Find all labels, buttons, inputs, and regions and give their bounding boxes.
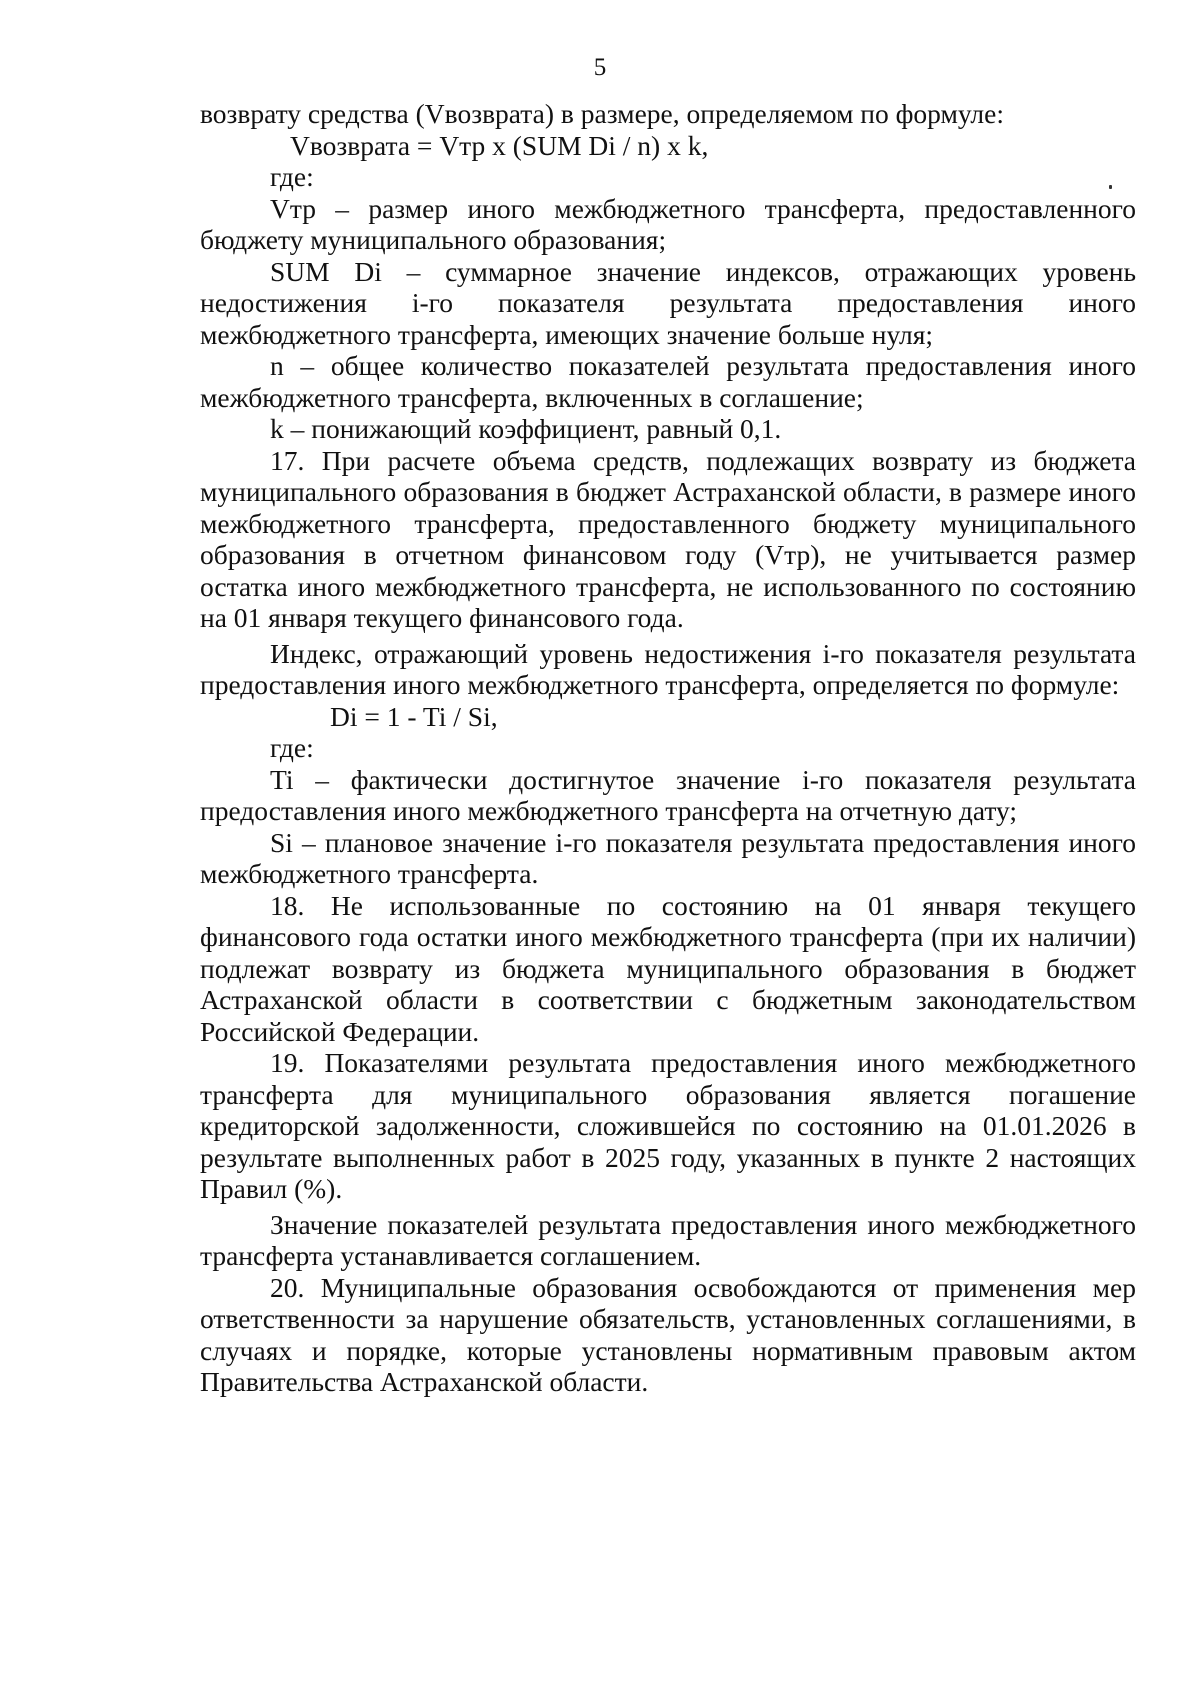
definition-n: n – общее количество показателей результата предоставления иного межбюджетного трансферта, включенных в соглашение; xyxy=(200,350,1136,413)
clause-17: 17. При расчете объема средств, подлежащих возврату из бюджета муниципального образования в бюджет Астраханской области, в размере иного межбюджетного трансферта, предоставленного бюджету муниципального образования в отчетном финансовом году (Vтр), не учитывается размер остатка иного межбюджетного трансферта, не использованного по состоянию на 01 января текущего финансового года. xyxy=(200,444,1136,633)
clause-19: 19. Показателями результата предоставления иного межбюджетного трансферта для муниципального образования является погашение кредиторской задолженности, сложившейся по состоянию на 01.01.2026 в результате выполненных работ в 2025 году, указанных в пункте 2 настоящих Правил (%). xyxy=(200,1047,1136,1204)
definition-vtr: Vтр – размер иного межбюджетного трансферта, предоставленного бюджету муниципального образования; xyxy=(200,192,1136,255)
where-label-1: где: xyxy=(270,161,314,192)
clause-18: 18. Не использованные по состоянию на 01 января текущего финансового года остатки иного межбюджетного трансферта (при их наличии) подлежат возврату из бюджета муниципального образования в бюджет Астраханской области в соответствии с бюджетным законодательством Российской Федерации. xyxy=(200,889,1136,1047)
formula-index: Di = 1 - Ti / Si, xyxy=(330,700,498,732)
document-body xyxy=(200,98,1136,1398)
definition-ti: Ti – фактически достигнутое значение i-го показателя результата предоставления иного межбюджетного трансферта на отчетную дату; xyxy=(200,763,1136,826)
definition-sum-di: SUM Di – суммарное значение индексов, отражающих уровень недостижения i-го показателя результата предоставления иного межбюджетного трансферта, имеющих значение больше нуля; xyxy=(200,255,1136,350)
clause-20: 20. Муниципальные образования освобождаются от применения мер ответственности за нарушение обязательств, установленных соглашениями, в случаях и порядке, которые установлены нормативным правовым актом Правительства Астраханской области. xyxy=(200,1271,1136,1397)
definition-si: Si – плановое значение i-го показателя результата предоставления иного межбюджетного трансферта. xyxy=(200,826,1136,889)
formula-refund: Vвозврата = Vтр x (SUM Di / n) x k, xyxy=(290,129,709,161)
clause-19-value: Значение показателей результата предоставления иного межбюджетного трансферта устанавливается соглашением. xyxy=(200,1208,1136,1271)
definition-k: k – понижающий коэффициент, равный 0,1. xyxy=(270,413,782,444)
index-intro-paragraph: Индекс, отражающий уровень недостижения i-го показателя результата предоставления иного межбюджетного трансферта, определяется по формуле: xyxy=(200,637,1136,700)
where-label-2: где: xyxy=(270,732,314,763)
intro-paragraph: возврату средства (Vвозврата) в размере, определяемом по формуле: xyxy=(200,98,1004,129)
page-number: 5 xyxy=(593,54,607,81)
